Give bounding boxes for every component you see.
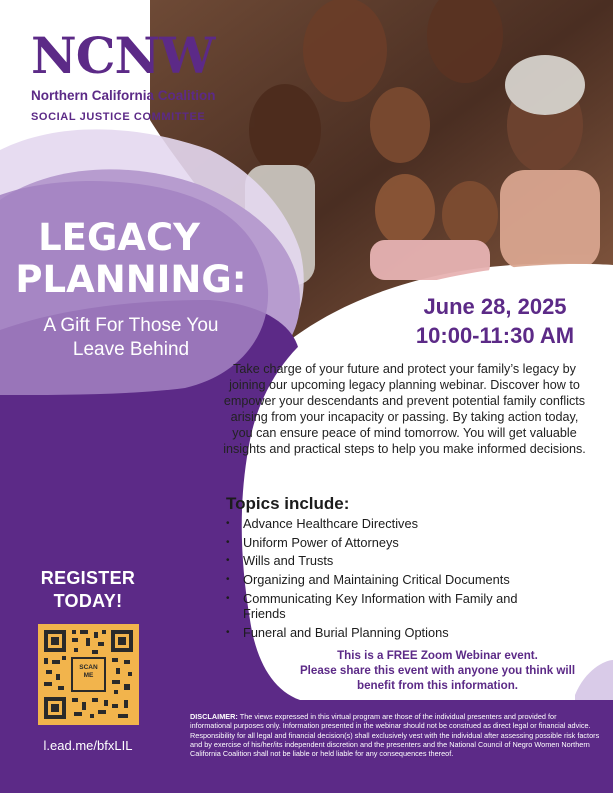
list-item (224, 625, 584, 641)
list-item (224, 516, 584, 532)
bullet-icon: • (226, 574, 230, 586)
committee-name: SOCIAL JUSTICE COMMITTEE (31, 111, 206, 123)
registration-qr-code[interactable] (38, 624, 139, 725)
subtitle: A Gift For Those You Leave Behind (43, 315, 219, 360)
list-item (224, 535, 584, 551)
bullet-icon: • (226, 592, 230, 604)
register-line-2: TODAY! (53, 591, 123, 611)
topic-label: Wills and Trusts (243, 553, 334, 569)
registration-link[interactable]: l.ead.me/bfxLIL (43, 738, 133, 753)
title-line-1: LEGACY (38, 216, 200, 259)
list-item (224, 591, 563, 622)
bullet-icon: • (226, 555, 230, 567)
topic-label: Communicating Key Information with Family and Friends (243, 590, 518, 622)
register-callout (20, 567, 156, 613)
qr-scan-label: SCAN ME (79, 664, 98, 679)
topic-label: Organizing and Maintaining Critical Documents (243, 572, 510, 588)
event-description: Take charge of your future and protect your family’s legacy by joining our upcoming legacy planning webinar. Discover how to empower your descendants and prevent potential family conflicts arising from your incapacity or passing. By taking action today, you can ensure peace of mind tomorrow. You will get valuable insights and practical steps to help you make informed decisions. (223, 362, 586, 456)
disclaimer-text: The views expressed in this virtual program are those of the individual presenters and provided for informational purposes only. Information presented in the webinar should not be construed as direct legal or financial advice. Responsibility for all legal and financial decision(s) shall exclusively vest with the individual after assessing possible risk factors and by exercise of his/her/its independent discretion and the presenters and the National Council of Negro Women Northern California Coalition shall not be liable or held liable for any consequences thereof. (190, 712, 600, 759)
event-date: June 28, 2025 (423, 294, 567, 319)
topics-heading: Topics include: (226, 494, 350, 513)
topic-label: Uniform Power of Attorneys (243, 534, 399, 550)
bullet-icon: • (226, 518, 230, 529)
event-time: 10:00-11:30 AM (415, 323, 575, 348)
topics-list (224, 516, 584, 644)
free-event-line-2: Please share this event with anyone you think will benefit from this information. (299, 664, 576, 692)
list-item (224, 572, 584, 588)
disclaimer-label: DISCLAIMER: (190, 712, 238, 721)
title-line-2: PLANNING: (15, 258, 247, 301)
register-line-1: REGISTER (40, 568, 136, 588)
list-item (224, 553, 584, 569)
bullet-icon: • (226, 626, 230, 638)
topic-label: Advance Healthcare Directives (243, 516, 418, 531)
org-name: Northern California Coalition (31, 88, 216, 103)
topic-label: Funeral and Burial Planning Options (243, 624, 449, 640)
ncnw-logo: NCNW (31, 26, 215, 85)
free-event-line-1: This is a FREE Zoom Webinar event. (337, 649, 538, 662)
bullet-icon: • (226, 536, 230, 548)
disclaimer (190, 712, 600, 758)
free-event-note (285, 648, 590, 693)
